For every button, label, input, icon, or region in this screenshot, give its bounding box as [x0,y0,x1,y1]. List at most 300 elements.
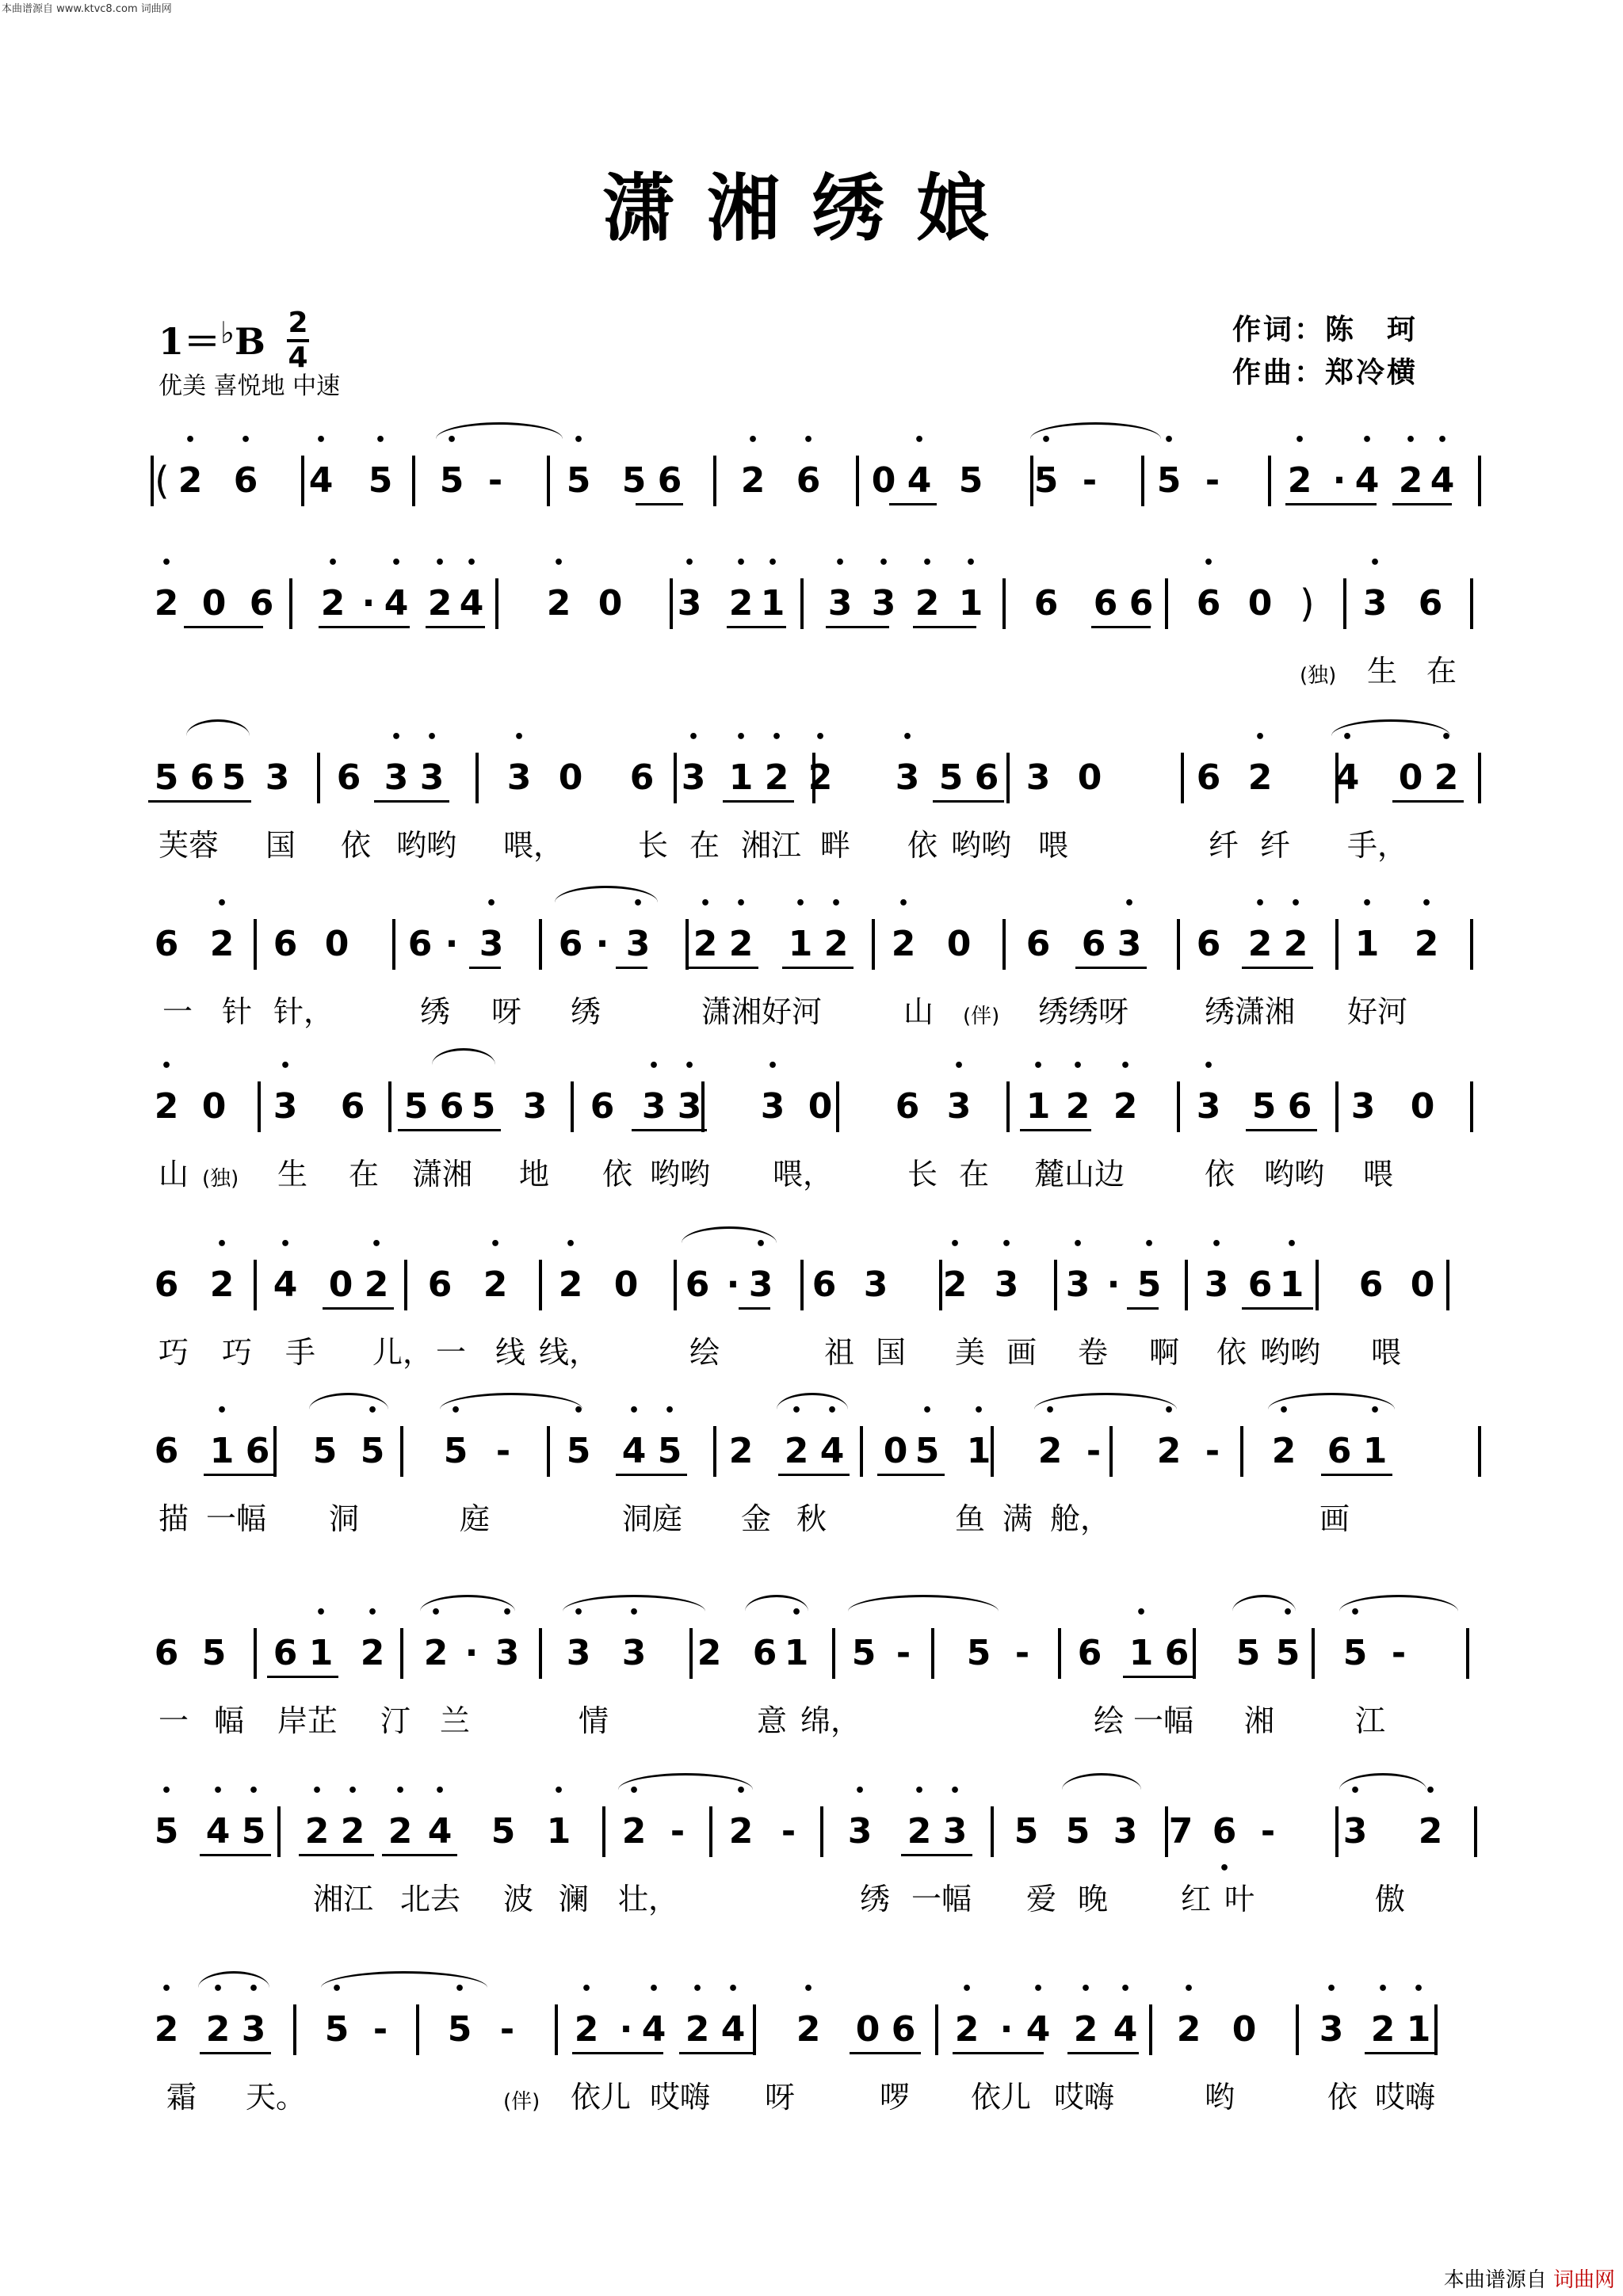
note: • 1 [307,1628,335,1679]
bar-line [1149,2004,1152,2055]
note: • 3 [675,1081,704,1132]
note: • 4 [640,2004,668,2055]
lyric-syllable: 巧 [158,1335,189,1370]
bar-line [301,456,304,506]
note: 0 [328,1264,353,1305]
note: • 4 [1353,456,1381,506]
note: • 1 [957,578,985,629]
note: - [1205,460,1220,501]
lyric-syllable: 长 [907,1157,938,1192]
lyric-syllable: 绣绣呀 [1038,994,1129,1029]
bar-line [1185,1260,1188,1310]
lyric-syllable: 哟哟 [396,828,457,863]
meter-top: 2 [288,307,308,339]
duration-underline [953,2052,1044,2054]
lyric-syllable: 潇湘 [412,1157,473,1192]
lyric-syllable: 依儿 [571,2080,632,2115]
bar-line [151,456,154,506]
note: • 3 [477,919,506,970]
note: 0 [883,1431,908,1471]
note: • 2 [1246,753,1274,803]
duration-underline [200,2052,271,2054]
note: 6 [427,1264,453,1305]
song-title: 潇湘绣娘 [601,166,1021,251]
note: • 2 [1036,1426,1064,1477]
note: • 2 [762,753,791,803]
lyric-syllable: 呀 [491,994,522,1029]
bar-line [400,1426,403,1477]
duration-underline [1242,967,1313,969]
note: • 3 [758,1081,787,1132]
bar-line [1335,919,1338,970]
duration-underline [1020,1129,1091,1131]
note: • 2 [1270,1426,1298,1477]
note: · [999,2009,1014,2050]
lyric-syllable: 芙蓉 [158,828,220,863]
bar-line [273,1426,277,1477]
key-note: B [234,320,265,363]
note: 0 [871,460,896,501]
note: 6 [974,757,999,798]
bar-line [1240,1426,1243,1477]
note: 6 [1128,583,1154,624]
note: • 3 [1202,1260,1231,1310]
slur [436,422,563,439]
lyric-syllable: 依 [602,1157,633,1192]
duration-underline [1067,2052,1139,2054]
bar-line [1343,578,1346,629]
lyric-syllable: 绘 [1094,1703,1125,1738]
bar-line [713,1426,716,1477]
note: • 5 [152,1806,181,1857]
lyric-syllable: (伴) [963,1005,1000,1028]
bar-line [539,919,542,970]
bar-line [571,1081,574,1132]
source-watermark-top: 本曲谱源自 www.ktvc8.com 词曲网 [2,3,172,15]
bar-line [1470,919,1473,970]
bar-line [392,919,395,970]
lyric-syllable: 绣 [860,1882,891,1917]
note: • 4 [620,1426,648,1477]
lyric-syllable: 哎嗨 [1375,2080,1436,2115]
lyric-syllable: 国 [876,1335,907,1370]
note: • 4 [271,1260,300,1310]
duration-underline [188,800,251,803]
note: • 2 [683,2004,712,2055]
slur [848,1595,999,1611]
note: • 4 [1428,456,1457,506]
lyric-syllable: 依儿 [971,2080,1032,2115]
note: 3 [1113,1811,1138,1852]
bar-line [293,2004,296,2055]
note: 6 [154,1431,179,1471]
key-prefix: 1＝ [158,320,221,363]
bar-line [1335,1806,1338,1857]
bar-line [1474,1806,1477,1857]
lyricist-credit: 作词：陈 珂 [1232,314,1419,346]
bar-line [1193,1628,1196,1679]
note: • 2 [1432,753,1461,803]
bar-line [539,1260,542,1310]
note: • 3 [992,1260,1021,1310]
lyric-syllable: 绵， [800,1703,861,1738]
bar-line [404,1260,407,1310]
note: · [726,1264,740,1305]
staff-line-8 [0,1628,1623,1787]
note: 6 [1358,1264,1384,1305]
note: 6 [657,460,682,501]
note: 6 [1247,1264,1273,1305]
note: · [1106,1264,1121,1305]
note: 2 [728,1431,754,1471]
bar-line [991,1806,994,1857]
note: 6 [685,1264,710,1305]
note: • 2 [208,1260,236,1310]
note: • 5 [1155,456,1183,506]
note: • 5 [366,456,395,506]
lyric-syllable: 喂 [1038,828,1069,863]
note: - [1260,1811,1276,1852]
note: 5 [471,1086,496,1127]
note: 6 [154,1264,179,1305]
note: • 1 [758,578,787,629]
note: • 2 [1281,919,1310,970]
note: • 3 [846,1806,874,1857]
note: • 5 [437,456,466,506]
note: - [487,460,503,501]
note: • 2 [739,456,767,506]
slur [563,1595,705,1611]
bar-line [1470,578,1473,629]
bar-line [1478,753,1481,803]
note: • 2 [319,578,347,629]
note: • 2 [386,1806,414,1857]
note: • 2 [481,1260,510,1310]
note: • 3 [869,578,898,629]
note: • 3 [624,919,652,970]
lyric-syllable: 喂， [503,828,564,863]
bar-line [1466,1628,1469,1679]
note: 0 [613,1264,639,1305]
note: • 3 [493,1628,521,1679]
bar-line [1181,753,1184,803]
lyric-syllable: 一幅 [206,1501,267,1536]
note: 7 [1168,1811,1193,1852]
note: 3 [863,1264,888,1305]
note: • 5 [239,1806,268,1857]
note: 5 [1251,1086,1277,1127]
lyric-syllable: 哎嗨 [1054,2080,1115,2115]
note: 5 [621,460,647,501]
note: • 2 [176,456,204,506]
duration-underline [877,1474,945,1476]
note: • 2 [905,1806,934,1857]
bar-line [539,1628,542,1679]
note: 0 [201,1086,227,1127]
duration-underline [1075,967,1147,969]
note: · [619,2009,633,2050]
note: • 5 [445,2004,474,2055]
note: 5 [221,757,246,798]
source-prefix: 本曲谱源自 [1443,2268,1547,2292]
bar-line [400,1628,403,1679]
duration-underline [1392,800,1464,803]
lyric-syllable: 舱， [1050,1501,1111,1536]
note: • 3 [620,1628,648,1679]
note: 0 [598,583,623,624]
note: • 5 [358,1426,387,1477]
lyric-syllable: 畔 [820,828,851,863]
lyric-syllable: 天。 [246,2080,307,2115]
lyric-syllable: 喂 [1363,1157,1394,1192]
bar-line [1058,1628,1061,1679]
bar-line [856,456,859,506]
note: • 3 [826,578,854,629]
note: • 4 [905,456,934,506]
lyric-syllable: 依 [341,828,372,863]
lyric-syllable: 好河 [1347,994,1408,1029]
lyric-syllable: 呀 [765,2080,796,2115]
lyric-syllable: 依 [1327,2080,1358,2115]
note: 6 [812,1264,837,1305]
note: • 2 [303,1806,331,1857]
bar-line [1312,1628,1315,1679]
note: • 4 [818,1426,846,1477]
note: • 2 [727,1806,755,1857]
note: • 1 [208,1426,236,1477]
lyric-syllable: (伴) [503,2090,540,2114]
bar-line [685,919,689,970]
lyric-syllable: 巧 [222,1335,253,1370]
lyric-syllable: 晚 [1078,1882,1109,1917]
slur [1030,422,1161,439]
note: • 5 [1341,1628,1369,1679]
repeat-parenthesis: ( [155,459,170,503]
note: • 3 [505,753,533,803]
note: • 3 [747,1260,775,1310]
lyric-syllable: 叶 [1224,1882,1255,1917]
lyric-syllable: 情 [579,1703,609,1738]
duration-underline [382,1854,457,1856]
note: 6 [1327,1431,1352,1471]
bar-line [388,1081,391,1132]
note: • 2 [544,578,573,629]
lyric-syllable: 傲 [1375,1882,1406,1917]
note: • 2 [1369,2004,1397,2055]
note: 3 [1350,1086,1376,1127]
note: • 2 [1246,919,1274,970]
lyric-syllable: 手 [285,1335,316,1370]
note: 6 [891,2009,916,2050]
bar-line [1316,1260,1319,1310]
note: • 3 [1361,578,1389,629]
lyric-syllable: 江 [1355,1703,1386,1738]
lyric-syllable: 哟哟 [1260,1335,1321,1370]
duration-underline [1392,503,1452,505]
lyric-syllable: 北去 [400,1882,461,1917]
duration-underline [200,1854,271,1856]
note: • 6 [1194,578,1223,629]
lyric-syllable: 一 [158,1703,189,1738]
note: • 2 [1174,2004,1203,2055]
note: • 4 [204,1806,232,1857]
note: • 2 [822,919,850,970]
lyric-syllable: 在 [349,1157,380,1192]
note: 6 [1164,1633,1190,1673]
note: 5 [201,1633,227,1673]
lyric-syllable: 洞庭 [622,1501,683,1536]
bar-line [495,578,498,629]
bar-line [254,1260,257,1310]
note: 6 [273,1633,298,1673]
note: 0 [1247,583,1273,624]
note: 6 [1418,583,1443,624]
time-signature [287,309,309,372]
lyric-syllable: 意 [757,1703,788,1738]
duration-underline [616,1474,687,1476]
note: 6 [1025,924,1051,964]
note: • 3 [1194,1081,1223,1132]
lyric-syllable: 针 [222,994,253,1029]
note: - [1014,1633,1030,1673]
note: - [495,1431,511,1471]
staff-line-3 [0,753,1623,911]
note: 0 [201,583,227,624]
staff-line-10 [0,2004,1623,2163]
lyric-syllable: 湘 [1244,1703,1275,1738]
lyric-syllable: 生 [277,1157,308,1192]
lyric-syllable: 一 [162,994,193,1029]
note: • 1 [1277,1260,1306,1310]
note: 6 [189,757,215,798]
note: • 2 [338,1806,367,1857]
note: • 5 [1274,1628,1302,1679]
lyric-syllable: 波 [503,1882,534,1917]
note: • 5 [564,1426,593,1477]
note: 5 [154,757,179,798]
note: • 3 [941,1806,969,1857]
duration-underline [739,1307,770,1310]
note: • 1 [1127,1628,1155,1679]
note: • 2 [426,578,454,629]
note: • 2 [358,1628,387,1679]
duration-underline [913,626,976,628]
tempo-marking: 优美 喜悦地 中速 [158,372,341,400]
note: · [595,924,609,964]
note: • 5 [441,1426,470,1477]
duration-underline [850,2052,921,2054]
bar-line [1006,753,1010,803]
note: • 2 [1071,2004,1100,2055]
note: • 1 [1361,1426,1389,1477]
lyric-syllable: 庭 [460,1501,491,1536]
note: • 3 [679,753,708,803]
lyric-syllable: 满 [1002,1501,1033,1536]
lyric-syllable: 美 [955,1335,986,1370]
note: • 2 [1416,1806,1445,1857]
note: - [1086,1431,1102,1471]
staff-line-2 [0,578,1623,737]
note: • 2 [152,2004,181,2055]
bar-line [1002,919,1006,970]
note: • 2 [953,2004,981,2055]
bar-line [555,2004,558,2055]
lyric-syllable: 线 [495,1335,526,1370]
note: 6 [590,1086,615,1127]
bar-line [277,1806,281,1857]
bar-line [254,1628,257,1679]
bar-line [1006,1081,1010,1132]
lyric-syllable: 霜 [166,2080,197,2115]
lyric-syllable: 地 [519,1157,550,1192]
repeat-parenthesis: ) [1300,582,1315,626]
bar-line [670,578,673,629]
lyric-syllable: 儿， [372,1335,433,1370]
key-signature [158,313,265,365]
note: • 3 [893,753,922,803]
bar-line [602,1806,605,1857]
duration-underline [826,626,889,628]
lyric-syllable: 描 [158,1501,189,1536]
note: • 3 [640,1081,668,1132]
note: - [781,1811,796,1852]
duration-underline [723,800,794,803]
note: 6 [1196,757,1221,798]
note: • 2 [152,1081,181,1132]
note: · [1332,460,1346,501]
duration-underline [374,800,449,803]
note: - [670,1811,685,1852]
note: • 2 [691,919,720,970]
lyric-syllable: 纤 [1209,828,1239,863]
bar-line [1446,1260,1449,1310]
bar-line [1177,1081,1180,1132]
bar-line [1141,456,1144,506]
bar-line [800,578,804,629]
lyric-syllable: 麓山边 [1034,1157,1125,1192]
lyric-syllable: 绣 [571,994,601,1029]
note: • 2 [1111,1081,1140,1132]
lyric-syllable: 山 [158,1157,189,1192]
bar-line [1335,1081,1338,1132]
lyric-syllable: 山 [903,994,934,1029]
note: · [464,1633,479,1673]
duration-underline [1242,1307,1313,1310]
note: • 5 [913,1426,941,1477]
note: 0 [1077,757,1102,798]
bar-line [1002,578,1006,629]
note: 6 [245,1431,270,1471]
lyric-syllable: 画 [1006,1335,1037,1370]
note: • 3 [564,1628,593,1679]
slur [420,1595,515,1611]
staff-line-5 [0,1081,1623,1240]
note: • 1 [964,1426,993,1477]
lyric-syllable: 啰 [880,2080,911,2115]
duration-underline [1321,1474,1392,1476]
note: • 6 [231,456,260,506]
note: • 4 [1111,2004,1140,2055]
flat-sign: ♭ [220,315,235,350]
lyric-syllable: 壮， [618,1882,679,1917]
lyric-syllable: 洞 [329,1501,360,1536]
lyric-syllable: 啊 [1149,1335,1180,1370]
lyric-syllable: 绣 [420,994,451,1029]
note: • 2 [362,1260,391,1310]
note: 6 [154,924,179,964]
duration-underline [184,626,263,628]
lyric-syllable: 针， [273,994,334,1029]
